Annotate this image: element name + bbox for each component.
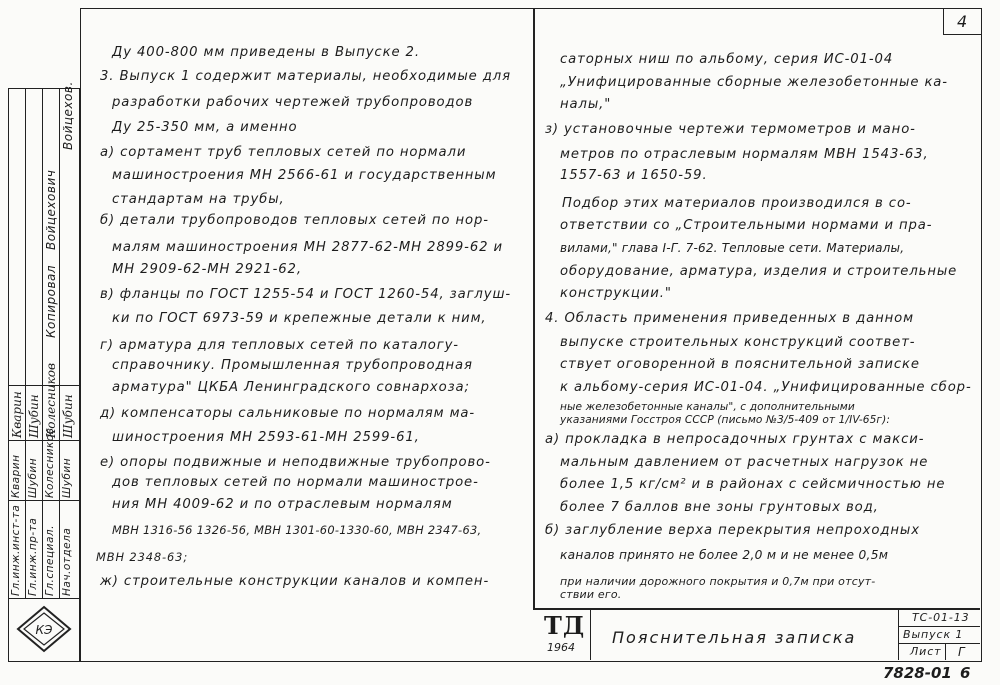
sheet-letter: Г: [958, 645, 966, 659]
signature: Шубин: [61, 394, 75, 438]
left-text-line: а) сортамент труб тепловых сетей по нормали: [100, 145, 467, 160]
title-block-rule: [898, 608, 899, 660]
right-text-line: 1557-63 и 1650-59.: [560, 168, 708, 183]
sidebar-rule: [8, 500, 80, 501]
sheet-label: Лист: [910, 645, 942, 658]
sidebar-rule: [8, 598, 80, 599]
title-block-rule: [590, 608, 591, 660]
sidebar-compiled: Копировал: [44, 264, 58, 338]
right-text-line: ствии его.: [560, 588, 622, 601]
sidebar-role: Нач.отдела: [61, 527, 73, 596]
sidebar-name: Колесников: [44, 427, 56, 498]
sidebar-rule: [42, 88, 43, 598]
signature: Шубин: [27, 394, 41, 438]
sidebar-name: Шубин: [61, 457, 73, 498]
right-text-line: конструкции.": [560, 286, 672, 301]
left-text-line: б) детали трубопроводов тепловых сетей по нор-: [100, 213, 489, 228]
left-text-line: ки по ГОСТ 6973-59 и крепежные детали к ним,: [112, 311, 487, 326]
left-text-line: Ду 400-800 мм приведены в Выпуске 2.: [112, 45, 420, 60]
right-text-line: вилами," глава I-Г. 7-62. Тепловые сети. Материалы,: [560, 241, 905, 255]
right-text-line: ствует оговоренной в пояснительной записке: [560, 357, 920, 372]
left-text-line: д) компенсаторы сальниковые по нормалям ма-: [100, 406, 476, 421]
right-text-line: выпуске строительных конструкций соответ-: [560, 335, 916, 350]
issue-number: Выпуск 1: [903, 628, 964, 641]
signature: Колесников: [44, 363, 58, 438]
right-text-line: более 1,5 кг/см² и в районах с сейсмичностью не: [560, 477, 946, 492]
right-text-line: метров по отраслевым нормалям МВН 1543-63,: [560, 147, 929, 162]
page-number: 6: [960, 664, 971, 682]
right-text-line: при наличии дорожного покрытия и 0,7м при отсут-: [560, 575, 876, 588]
right-text-line: указаниями Госстроя СССР (письмо №3/5-409 от 1/IV-65г):: [560, 414, 890, 426]
sidebar-name: Шубин: [27, 457, 39, 498]
column-divider: [533, 8, 535, 608]
left-text-line: стандартам на трубы,: [112, 192, 285, 207]
sidebar-name: Кварин: [10, 454, 22, 498]
document-title: Пояснительная записка: [612, 628, 857, 647]
left-text-line: малям машиностроения МН 2877-62-МН 2899-62 и: [112, 240, 503, 255]
right-text-line: к альбому-серия ИС-01-04. „Унифицированные сбор-: [560, 380, 972, 395]
sidebar-role: Гл.инж.пр-та: [27, 517, 39, 596]
sidebar-role: Гл.специал.: [44, 525, 56, 596]
year: 1964: [547, 641, 575, 654]
left-text-line: дов тепловых сетей по нормали машинострое-: [112, 475, 479, 490]
right-text-line: а) прокладка в непросадочных грунтах с макси-: [545, 432, 925, 447]
left-text-line: в) фланцы по ГОСТ 1255-54 и ГОСТ 1260-54, заглуш-: [100, 287, 512, 302]
left-text-line: шиностроения МН 2593-61-МН 2599-61,: [112, 430, 420, 445]
right-text-line: з) установочные чертежи термометров и мано-: [545, 122, 916, 137]
sidebar-role: Гл.инж.инст-та: [10, 504, 22, 596]
title-block-rule: [898, 626, 980, 627]
left-text-line: справочнику. Промышленная трубопроводная: [112, 358, 473, 373]
left-text-line: МН 2909-62-МН 2921-62,: [112, 262, 302, 277]
left-text-line: арматура" ЦКБА Ленинградского совнархоза;: [112, 380, 470, 395]
left-text-line: МВН 1316-56 1326-56, МВН 1301-60-1330-60, МВН 2347-63,: [112, 523, 482, 537]
right-text-line: оборудование, арматура, изделия и строительные: [560, 264, 958, 279]
sidebar-rule: [25, 88, 26, 598]
doc-number: 7828-01: [883, 664, 952, 682]
organization-logo: [16, 605, 72, 653]
signature: Кварин: [10, 391, 24, 438]
org-mark: ТД: [544, 611, 586, 640]
series-number: ТС-01-13: [912, 611, 970, 624]
sidebar-compiled: Войцехович: [44, 169, 58, 250]
right-text-line: ответствии со „Строительными нормами и пра-: [560, 218, 933, 233]
sidebar-compiled: Войцехов.: [61, 81, 75, 150]
right-text-line: 4. Область применения приведенных в данном: [545, 311, 914, 326]
right-text-line: саторных ниш по альбому, серия ИС-01-04: [560, 52, 894, 67]
sheet-number: 4: [957, 12, 968, 31]
right-text-line: более 7 баллов вне зоны грунтовых вод,: [560, 500, 879, 515]
left-text-line: е) опоры подвижные и неподвижные трубопрово-: [100, 455, 491, 470]
right-text-line: каналов принято не более 2,0 м и не менее 0,5м: [560, 548, 889, 562]
left-text-line: Ду 25-350 мм, а именно: [112, 120, 298, 135]
right-text-line: б) заглубление верха перекрытия непроходных: [545, 523, 920, 538]
left-text-line: г) арматура для тепловых сетей по каталогу-: [100, 338, 459, 353]
title-block-rule: [898, 643, 980, 644]
left-text-line: разработки рабочих чертежей трубопроводов: [112, 95, 474, 110]
right-text-line: Подбор этих материалов производился в со-: [562, 196, 912, 211]
left-text-line: машиностроения МН 2566-61 и государственным: [112, 168, 497, 183]
sidebar-rule: [59, 88, 60, 598]
logo-text: КЭ: [35, 623, 53, 637]
right-text-line: мальным давлением от расчетных нагрузок не: [560, 455, 929, 470]
right-text-line: ные железобетонные каналы", с дополнительными: [560, 401, 855, 413]
right-text-line: „Унифицированные сборные железобетонные ка-: [560, 75, 948, 90]
left-text-line: 3. Выпуск 1 содержит материалы, необходимые для: [100, 69, 511, 84]
title-block-top: [533, 608, 980, 610]
right-text-line: налы,": [560, 97, 612, 112]
left-text-line: МВН 2348-63;: [96, 550, 189, 564]
left-text-line: ж) строительные конструкции каналов и компен-: [100, 574, 490, 589]
left-text-line: ния МН 4009-62 и по отраслевым нормалям: [112, 497, 453, 512]
title-block-rule: [945, 643, 946, 660]
